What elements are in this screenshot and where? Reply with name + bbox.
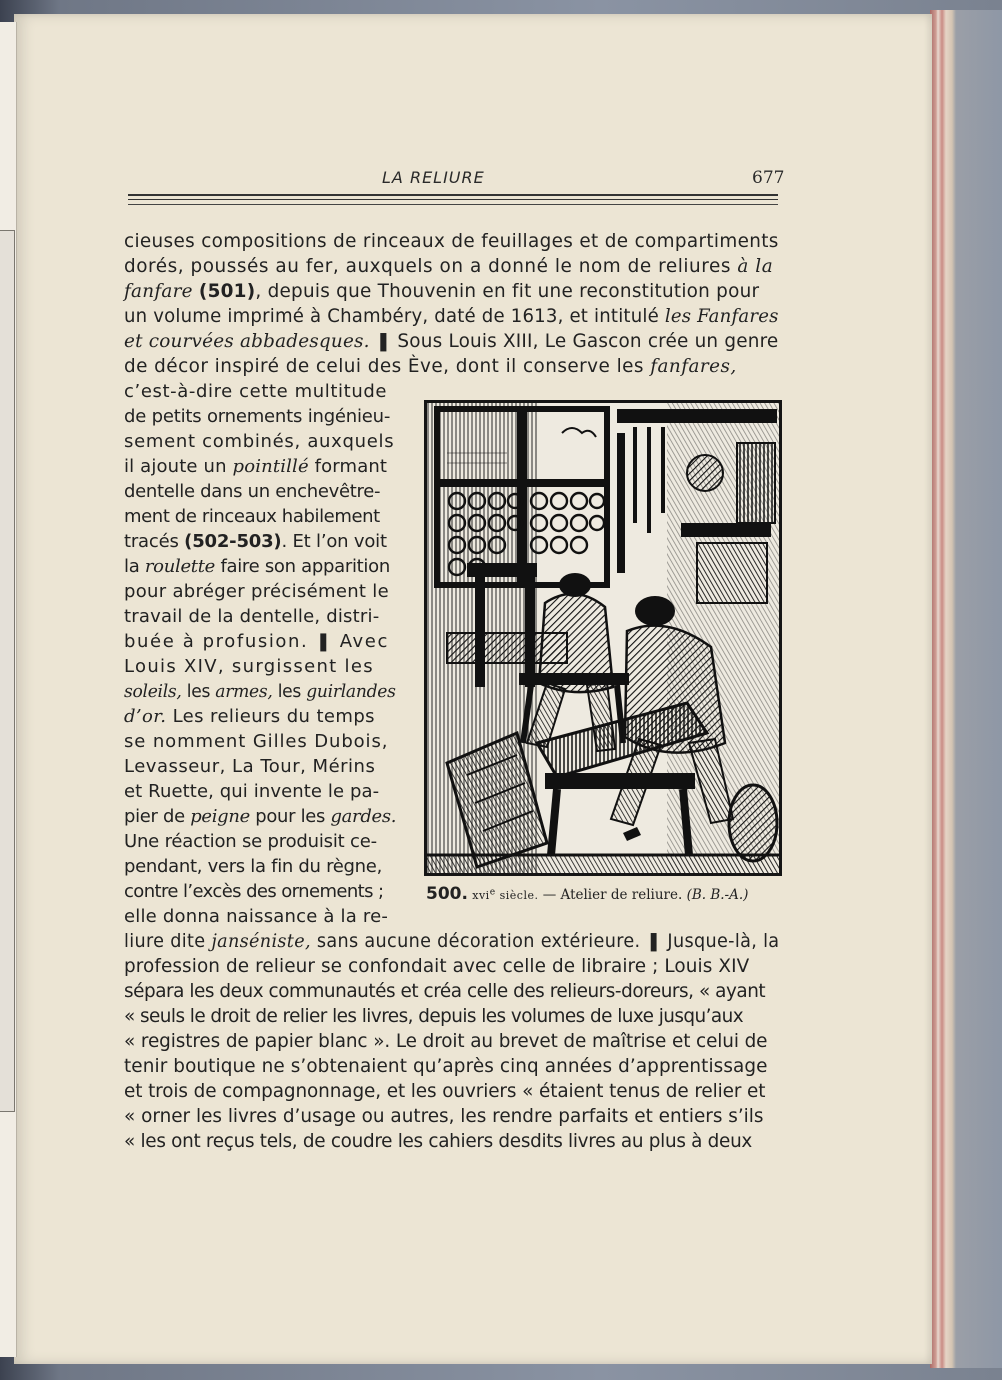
narrow-line-15: se nomment Gilles Dubois, [124, 731, 389, 752]
narrow-line-9: pour abréger précisément le [124, 581, 389, 602]
body-line-5: et courvées abbadesques. ❚ Sous Louis XIII, Le Gascon crée un genre [124, 331, 779, 352]
book-cover-edge [930, 10, 1002, 1368]
body-line-bottom-6: tenir boutique ne s’obtenaient qu’après cinq années d’apprentissage [124, 1056, 768, 1077]
narrow-line-12: Louis XIV, surgissent les [124, 656, 374, 677]
page-number: 677 [752, 168, 785, 188]
header-rule-thin [128, 204, 778, 205]
narrow-line-10: travail de la dentelle, distri- [124, 606, 380, 627]
body-line-4: un volume imprimé à Chambéry, daté de 1613, et intitulé les Fanfares [124, 306, 779, 327]
narrow-line-5: dentelle dans un enchevêtre- [124, 481, 381, 502]
caption-text: — Atelier de reliure. [542, 887, 683, 903]
narrow-line-4: il ajoute un pointillé formant [124, 456, 388, 477]
narrow-line-22: elle donna naissance à la re- [124, 906, 389, 927]
caption-credit: (B. B.-A.) [686, 887, 749, 903]
woodcut-illustration-bindery-workshop [424, 400, 782, 876]
body-line-bottom-1: liure dite janséniste, sans aucune décoration extérieure. ❚ Jusque-là, la [124, 931, 780, 952]
narrow-line-6: ment de rinceaux habilement [124, 506, 380, 527]
body-line-bottom-5: « registres de papier blanc ». Le droit au brevet de maîtrise et celui de [124, 1031, 768, 1052]
narrow-line-2: de petits ornements ingénieu- [124, 406, 391, 427]
body-line-bottom-4: « seuls le droit de relier les livres, depuis les volumes de luxe jusqu’aux [124, 1006, 744, 1027]
narrow-line-19: Une réaction se produisit ce- [124, 831, 377, 852]
body-line-bottom-7: et trois de compagnonnage, et les ouvriers « étaient tenus de relier et [124, 1081, 766, 1102]
woodcut-drawing [427, 403, 779, 873]
body-line-6: de décor inspiré de celui des Ève, dont il conserve les fanfares, [124, 356, 737, 377]
narrow-line-20: pendant, vers la fin du règne, [124, 856, 382, 877]
running-header-title: LA RELIURE [382, 168, 485, 187]
narrow-line-14: d’or. Les relieurs du temps [124, 706, 375, 727]
narrow-line-17: et Ruette, qui invente le pa- [124, 781, 380, 802]
body-line-bottom-2: profession de relieur se confondait avec celle de libraire ; Louis XIV [124, 956, 750, 977]
narrow-line-18: pier de peigne pour les gardes. [124, 806, 397, 827]
narrow-line-7: tracés (502-503). Et l’on voit [124, 531, 387, 552]
body-line-bottom-3: sépara les deux communautés et créa celle des relieurs-doreurs, « ayant [124, 981, 766, 1002]
narrow-line-11: buée à profusion. ❚ Avec [124, 631, 389, 652]
narrow-line-13: soleils, les armes, les guirlandes [124, 681, 396, 702]
header-rule [128, 194, 778, 200]
figure-caption [426, 884, 748, 904]
body-line-bottom-8: « orner les livres d’usage ou autres, les rendre parfaits et entiers s’ils [124, 1106, 764, 1127]
narrow-line-21: contre l’excès des ornements ; [124, 881, 384, 902]
body-line-1: cieuses compositions de rinceaux de feuillages et de compartiments [124, 231, 779, 252]
figure-number: 500. [426, 884, 468, 904]
body-line-2: dorés, poussés au fer, auxquels on a donné le nom de reliures à la [124, 256, 774, 277]
narrow-line-16: Levasseur, La Tour, Mérins [124, 756, 376, 777]
narrow-line-8: la roulette faire son apparition [124, 556, 390, 577]
body-line-3: fanfare (501), depuis que Thouvenin en fit une reconstitution pour [124, 281, 760, 302]
narrow-line-3: sement combinés, auxquels [124, 431, 395, 452]
body-line-bottom-9: « les ont reçus tels, de coudre les cahiers desdits livres au plus à deux [124, 1131, 753, 1152]
caption-century: xvi$^e$ siècle. [472, 886, 539, 902]
narrow-line-1: c’est-à-dire cette multitude [124, 381, 388, 402]
previous-page-ornament-strip [0, 230, 15, 1112]
